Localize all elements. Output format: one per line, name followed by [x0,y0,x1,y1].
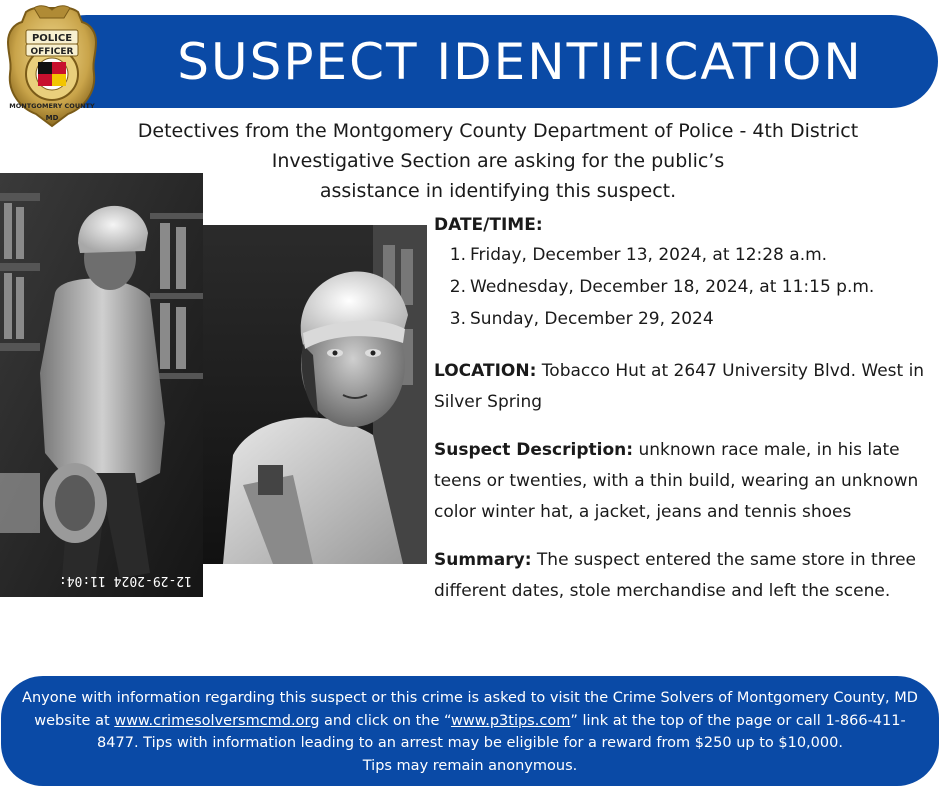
description-paragraph [434,435,934,528]
list-item-text: Friday, December 13, 2024, at 12:28 a.m. [470,245,828,265]
location-label: LOCATION: [434,361,537,381]
intro-line-3: assistance in identifying this suspect. [319,180,677,202]
footer-anonymous-line: Tips may remain anonymous. [362,757,578,774]
datetime-list [434,239,934,335]
footer-text-part3: ” link at the top of the page or call 1-866-411-8477. Tips with information leading to an arrest may be eligible for a reward from $250 up to $10,000. [97,712,906,751]
list-item-number: 2. [449,277,466,297]
location-text: Tobacco Hut at 2647 University Blvd. West in Silver Spring [434,361,925,412]
page-title: SUSPECT IDENTIFICATION [177,32,863,91]
footer-text-part2: and click on the “ [319,712,451,729]
list-item [434,303,934,335]
location-paragraph [434,356,934,418]
list-item-number: 1. [449,245,466,265]
badge-text-state: MD [45,114,59,122]
title-banner [40,15,938,108]
summary-text: The suspect entered the same store in three different dates, stole merchandise and left the scene. [434,550,916,601]
badge-text-officer: OFFICER [30,47,74,57]
list-item-text: Wednesday, December 18, 2024, at 11:15 p.m. [470,277,875,297]
datetime-label: DATE/TIME: [434,215,543,235]
list-item-text: Sunday, December 29, 2024 [470,309,714,329]
intro-text [80,116,916,206]
list-item-number: 3. [449,309,466,329]
badge-text-police: POLICE [31,33,73,44]
intro-line-1: Detectives from the Montgomery County Department of Police - 4th District [137,120,859,142]
police-badge-icon [4,4,100,128]
description-label: Suspect Description: [434,440,634,460]
surveillance-photo-full-body [0,173,203,597]
intro-line-2: Investigative Section are asking for the public’s [271,150,725,172]
camera-timestamp: 12-29-2024 11:04: [58,573,192,588]
footer-banner [1,676,939,786]
surveillance-photo-closeup [203,225,427,564]
summary-paragraph [434,545,934,607]
footer-text-part1: Anyone with information regarding this suspect or this crime is asked to visit the Crime Solvers of Montgomery County, MD website at [22,690,918,729]
p3tips-link[interactable]: www.p3tips.com [450,712,571,729]
badge-text-county: MONTGOMERY COUNTY [9,102,95,110]
details-column [434,211,934,607]
summary-label: Summary: [434,550,532,570]
description-text: unknown race male, in his late teens or twenties, with a thin build, wearing an unknown color winter hat, a jacket, jeans and tennis shoes [434,440,919,522]
list-item [434,271,934,303]
list-item [434,239,934,271]
crimesolvers-link[interactable]: www.crimesolversmcmd.org [114,712,320,729]
footer-text [21,687,919,777]
